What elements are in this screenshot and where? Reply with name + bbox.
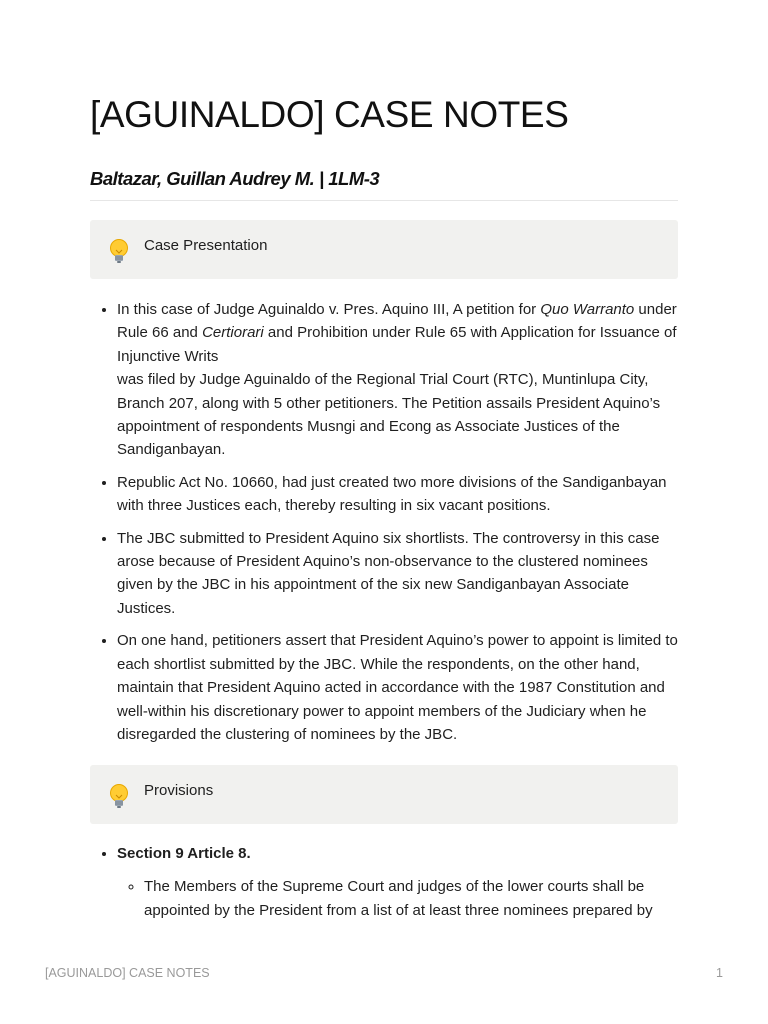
provisions-list (90, 842, 678, 931)
list-item: • On one hand, petitioners assert that President Aquino’s power to appoint is limited to each shortlist submitted by the JBC. While the respondents, on the other hand, maintain that President Aquino acted in accordance with the 1987 Constitution and well-within his discretionary power to appoint members of the Judiciary when he disregarded the clustering of nominees by the JBC. (117, 629, 678, 746)
author-subtitle: Baltazar, Guillan Audrey M. | 1LM-3 (90, 168, 380, 189)
lightbulb-icon (107, 783, 131, 811)
provision-heading: Section 9 Article 8. (117, 845, 251, 862)
page-number: 1 (716, 966, 723, 980)
callout-provisions (90, 765, 678, 824)
list-item: ◦ The Members of the Supreme Court and judges of the lower courts shall be appointed by the President from a list of at least three nominees prepared by (144, 875, 678, 922)
page-title: [AGUINALDO] CASE NOTES (90, 94, 569, 135)
footer-title: [AGUINALDO] CASE NOTES (45, 966, 210, 980)
lightbulb-icon (107, 238, 131, 266)
provision-sublist (117, 875, 678, 922)
callout-label: Case Presentation (144, 237, 268, 254)
list-item: • Republic Act No. 10660, had just created two more divisions of the Sandiganbayan with three Justices each, thereby resulting in six vacant positions. (117, 471, 678, 518)
list-item (117, 842, 678, 922)
divider (90, 200, 678, 201)
callout-label: Provisions (144, 782, 214, 799)
list-item: • In this case of Judge Aguinaldo v. Pres. Aquino III, A petition for Quo Warranto under Rule 66 and Certiorari and Prohibition under Rule 65 with Application for Issuance of Injunctive Writs was filed by Judge Aguinaldo of the Regional Trial Court (RTC), Muntinlupa City, Branch 207, along with 5 other petitioners. The Petition assails President Aquino’s appointment of respondents Musngi and Econg as Associate Justices of the Sandiganbayan. (117, 298, 678, 462)
list-item: • The JBC submitted to President Aquino six shortlists. The controversy in this case arose because of President Aquino’s non-observance to the clustered nominees given by the JBC in his appointment of the six new Sandiganbayan Associate Justices. (117, 527, 678, 621)
callout-case-presentation (90, 220, 678, 279)
case-presentation-list (90, 298, 678, 755)
